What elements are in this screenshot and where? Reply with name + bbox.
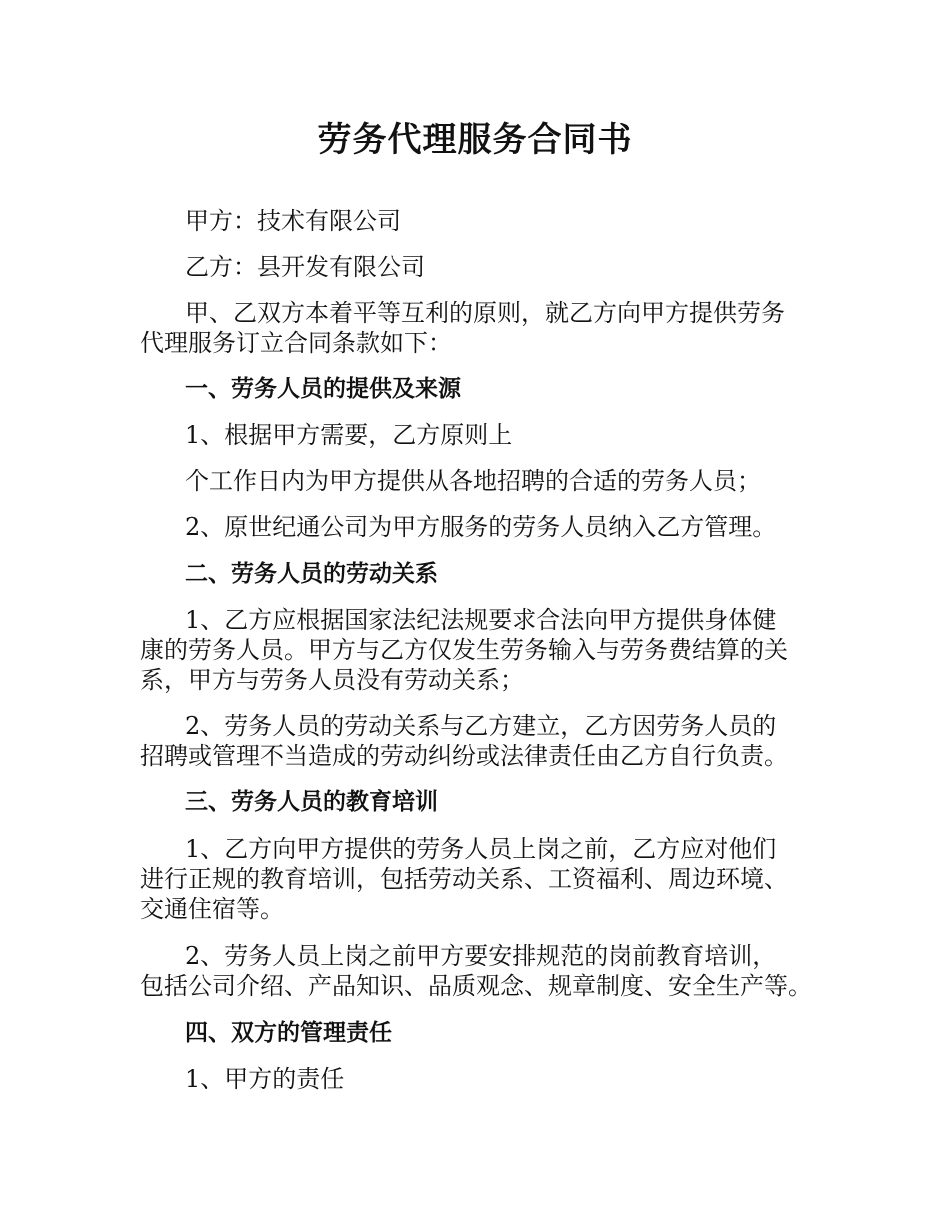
party-b-line: 乙方：县开发有限公司 bbox=[185, 253, 425, 281]
document-title: 劳务代理服务合同书 bbox=[317, 120, 633, 160]
section-3-item-2-line-1: 2、劳务人员上岗之前甲方要安排规范的岗前教育培训， bbox=[185, 942, 777, 970]
section-3-item-1-line-3: 交通住宿等。 bbox=[140, 895, 284, 923]
section-2-heading: 二、劳务人员的劳动关系 bbox=[185, 561, 438, 587]
section-1-item-2: 2、原世纪通公司为甲方服务的劳务人员纳入乙方管理。 bbox=[185, 513, 777, 541]
section-1-heading: 一、劳务人员的提供及来源 bbox=[185, 376, 461, 402]
section-2-item-1-line-1: 1、乙方应根据国家法纪法规要求合法向甲方提供身体健 bbox=[185, 606, 777, 634]
section-2-item-2-line-2: 招聘或管理不当造成的劳动纠纷或法律责任由乙方自行负责。 bbox=[140, 742, 788, 770]
section-2-item-1-line-3: 系，甲方与劳务人员没有劳动关系； bbox=[140, 666, 524, 694]
party-a-line: 甲方：技术有限公司 bbox=[185, 207, 401, 235]
section-2-item-1-line-2: 康的劳务人员。甲方与乙方仅发生劳务输入与劳务费结算的关 bbox=[140, 636, 788, 664]
section-4-item-1: 1、甲方的责任 bbox=[185, 1065, 345, 1093]
section-3-item-2-line-2: 包括公司介绍、产品知识、品质观念、规章制度、安全生产等。 bbox=[140, 972, 812, 1000]
section-4-heading: 四、双方的管理责任 bbox=[185, 1020, 392, 1046]
intro-line-1: 甲、乙双方本着平等互利的原则，就乙方向甲方提供劳务 bbox=[185, 299, 785, 327]
section-3-item-1-line-2: 进行正规的教育培训，包括劳动关系、工资福利、周边环境、 bbox=[140, 865, 788, 893]
intro-line-2: 代理服务订立合同条款如下： bbox=[140, 329, 452, 357]
section-2-item-2-line-1: 2、劳务人员的劳动关系与乙方建立，乙方因劳务人员的 bbox=[185, 712, 777, 740]
section-3-heading: 三、劳务人员的教育培训 bbox=[185, 789, 438, 815]
section-1-item-1-continued: 个工作日内为甲方提供从各地招聘的合适的劳务人员； bbox=[185, 467, 761, 495]
section-3-item-1-line-1: 1、乙方向甲方提供的劳务人员上岗之前，乙方应对他们 bbox=[185, 835, 777, 863]
section-1-item-1: 1、根据甲方需要，乙方原则上 bbox=[185, 421, 513, 449]
